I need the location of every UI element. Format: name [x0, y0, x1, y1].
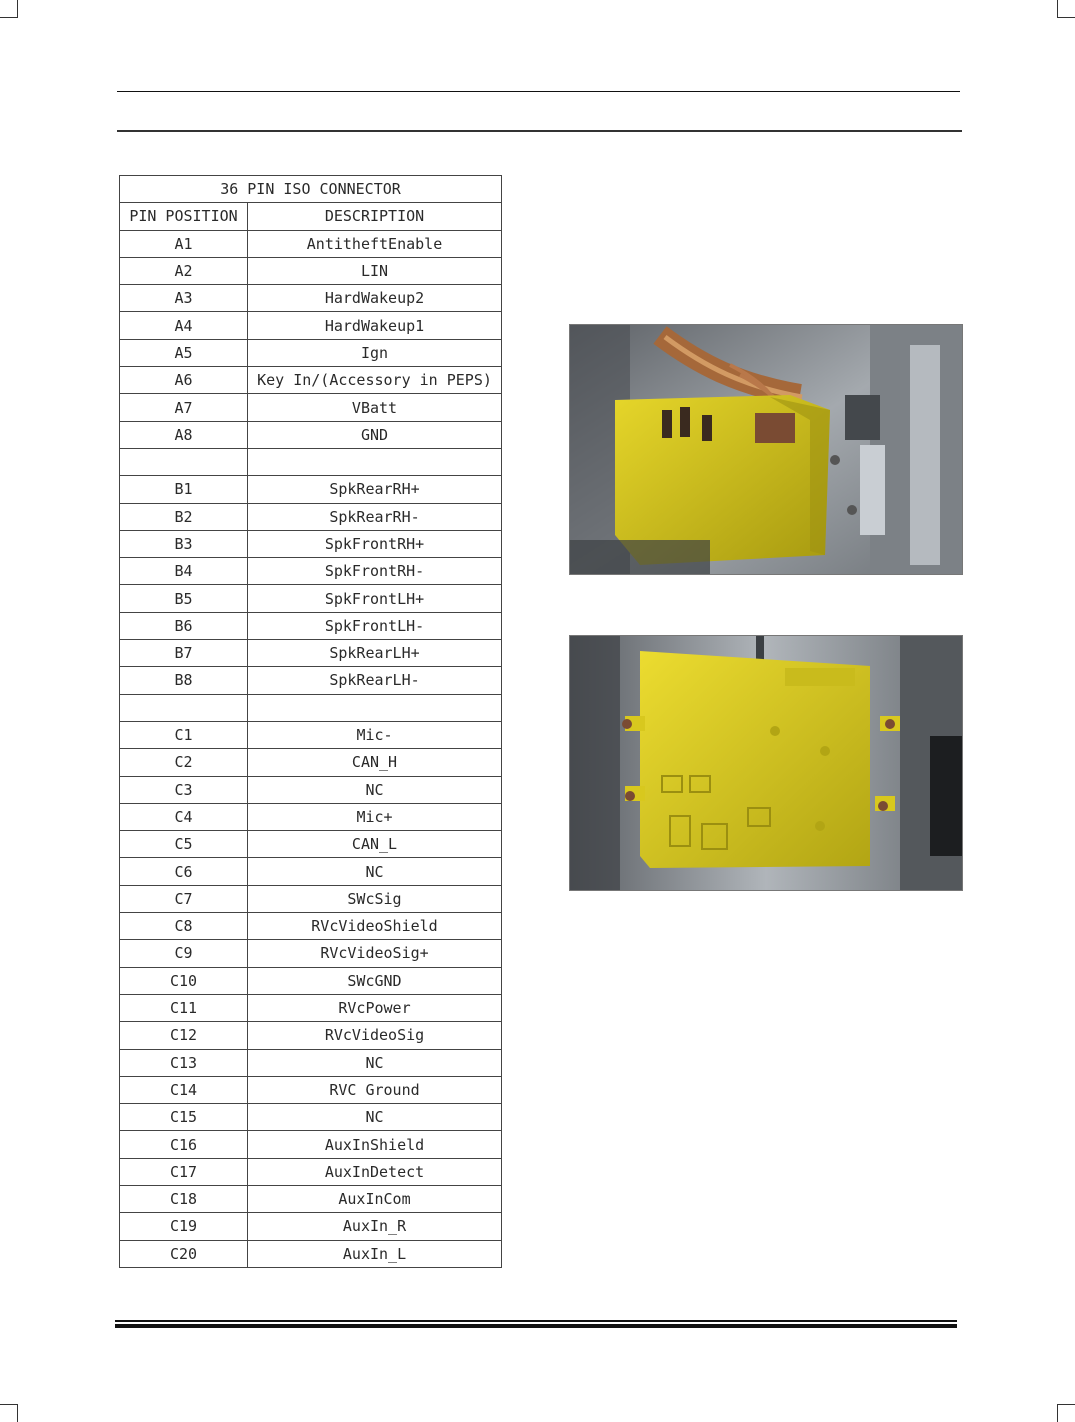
- pin-description-cell: Key In/(Accessory in PEPS): [248, 367, 502, 394]
- header-rule-upper: [117, 91, 960, 92]
- pin-description-cell: AuxIn_R: [248, 1213, 502, 1240]
- footer-rule-thick: [115, 1324, 957, 1328]
- table-row: [120, 312, 502, 339]
- connector-pin-table: [119, 175, 502, 1268]
- pin-position-cell: C19: [120, 1213, 248, 1240]
- table-row: [120, 967, 502, 994]
- table-row: [120, 367, 502, 394]
- table-row: [120, 230, 502, 257]
- pin-description-cell: SpkRearRH+: [248, 476, 502, 503]
- table-title-row: [120, 176, 502, 203]
- pin-description-cell: SpkFrontLH-: [248, 612, 502, 639]
- table-title: 36 PIN ISO CONNECTOR: [120, 176, 502, 203]
- pin-description-cell: [248, 694, 502, 721]
- pin-position-cell: B4: [120, 558, 248, 585]
- table-row: [120, 803, 502, 830]
- pin-description-cell: GND: [248, 421, 502, 448]
- pin-position-cell: C7: [120, 885, 248, 912]
- pin-position-cell: C9: [120, 940, 248, 967]
- pin-description-cell: [248, 448, 502, 475]
- table-row: [120, 612, 502, 639]
- pin-position-cell: C4: [120, 803, 248, 830]
- pin-position-cell: C20: [120, 1240, 248, 1267]
- pin-description-cell: Mic+: [248, 803, 502, 830]
- pin-position-cell: [120, 694, 248, 721]
- table-row: [120, 394, 502, 421]
- module-installed-with-harness-image: [569, 324, 963, 575]
- pin-description-cell: HardWakeup2: [248, 285, 502, 312]
- pin-position-cell: C3: [120, 776, 248, 803]
- pin-description-cell: Ign: [248, 339, 502, 366]
- pin-description-cell: SWcGND: [248, 967, 502, 994]
- table-row: [120, 503, 502, 530]
- table-header-row: [120, 203, 502, 230]
- table-row: [120, 1022, 502, 1049]
- pin-description-cell: AuxInCom: [248, 1185, 502, 1212]
- pin-position-cell: B6: [120, 612, 248, 639]
- table-row: [120, 667, 502, 694]
- pin-position-cell: C17: [120, 1158, 248, 1185]
- pin-description-cell: AuxInShield: [248, 1131, 502, 1158]
- pin-description-cell: AuxInDetect: [248, 1158, 502, 1185]
- pin-position-cell: A8: [120, 421, 248, 448]
- table-row: [120, 749, 502, 776]
- pin-description-cell: SpkFrontLH+: [248, 585, 502, 612]
- table-row: [120, 476, 502, 503]
- column-header-pin: PIN POSITION: [120, 203, 248, 230]
- pin-description-cell: CAN_L: [248, 831, 502, 858]
- pin-description-cell: SpkRearLH+: [248, 640, 502, 667]
- pin-position-cell: A4: [120, 312, 248, 339]
- table-row: [120, 339, 502, 366]
- pin-position-cell: C6: [120, 858, 248, 885]
- pin-position-cell: C15: [120, 1104, 248, 1131]
- pin-position-cell: C1: [120, 721, 248, 748]
- crop-mark-bottom-left: [0, 1404, 18, 1422]
- pin-description-cell: SpkFrontRH+: [248, 530, 502, 557]
- pin-position-cell: B7: [120, 640, 248, 667]
- pin-position-cell: [120, 448, 248, 475]
- table-row: [120, 640, 502, 667]
- crop-mark-bottom-right: [1057, 1404, 1075, 1422]
- pin-description-cell: AntitheftEnable: [248, 230, 502, 257]
- pin-position-cell: C16: [120, 1131, 248, 1158]
- table-row: [120, 776, 502, 803]
- header-rule-lower: [117, 130, 962, 132]
- crop-mark-top-right: [1057, 0, 1075, 18]
- pin-description-cell: RVcVideoSig+: [248, 940, 502, 967]
- table-row: [120, 585, 502, 612]
- table-row: [120, 1213, 502, 1240]
- pin-description-cell: SpkFrontRH-: [248, 558, 502, 585]
- table-row: [120, 858, 502, 885]
- pin-position-cell: A5: [120, 339, 248, 366]
- pin-position-cell: A6: [120, 367, 248, 394]
- pin-description-cell: Mic-: [248, 721, 502, 748]
- pin-description-cell: RVC Ground: [248, 1076, 502, 1103]
- pin-description-cell: AuxIn_L: [248, 1240, 502, 1267]
- pin-position-cell: C2: [120, 749, 248, 776]
- pin-position-cell: B8: [120, 667, 248, 694]
- table-row: [120, 558, 502, 585]
- pin-position-cell: C13: [120, 1049, 248, 1076]
- table-row: [120, 1158, 502, 1185]
- table-row: [120, 257, 502, 284]
- pin-position-cell: C8: [120, 913, 248, 940]
- module-rear-view-image: [569, 635, 963, 891]
- pin-position-cell: C5: [120, 831, 248, 858]
- pin-description-cell: NC: [248, 1049, 502, 1076]
- table-row: [120, 448, 502, 475]
- table-row: [120, 530, 502, 557]
- pin-position-cell: A3: [120, 285, 248, 312]
- table-row: [120, 1185, 502, 1212]
- pin-description-cell: RVcPower: [248, 994, 502, 1021]
- table-row: [120, 913, 502, 940]
- pin-position-cell: B2: [120, 503, 248, 530]
- pin-position-cell: B5: [120, 585, 248, 612]
- pin-position-cell: C10: [120, 967, 248, 994]
- pin-position-cell: A1: [120, 230, 248, 257]
- pin-description-cell: HardWakeup1: [248, 312, 502, 339]
- pin-position-cell: B3: [120, 530, 248, 557]
- table-row: [120, 885, 502, 912]
- pin-position-cell: A7: [120, 394, 248, 421]
- pin-description-cell: RVcVideoSig: [248, 1022, 502, 1049]
- table-row: [120, 1049, 502, 1076]
- table-row: [120, 994, 502, 1021]
- pin-description-cell: SpkRearLH-: [248, 667, 502, 694]
- pin-position-cell: C18: [120, 1185, 248, 1212]
- table-row: [120, 1240, 502, 1267]
- pin-description-cell: VBatt: [248, 394, 502, 421]
- pin-position-cell: C14: [120, 1076, 248, 1103]
- table-row: [120, 285, 502, 312]
- pin-description-cell: NC: [248, 776, 502, 803]
- pin-position-cell: B1: [120, 476, 248, 503]
- pin-description-cell: NC: [248, 858, 502, 885]
- table-row: [120, 1104, 502, 1131]
- pin-position-cell: C11: [120, 994, 248, 1021]
- column-header-description: DESCRIPTION: [248, 203, 502, 230]
- table-row: [120, 1131, 502, 1158]
- table-row: [120, 940, 502, 967]
- table-row: [120, 831, 502, 858]
- pin-position-cell: A2: [120, 257, 248, 284]
- pin-description-cell: NC: [248, 1104, 502, 1131]
- footer-rule-thin: [115, 1320, 957, 1322]
- pin-description-cell: SWcSig: [248, 885, 502, 912]
- pin-description-cell: RVcVideoShield: [248, 913, 502, 940]
- table-row: [120, 721, 502, 748]
- pin-position-cell: C12: [120, 1022, 248, 1049]
- table-row: [120, 694, 502, 721]
- pin-description-cell: LIN: [248, 257, 502, 284]
- pin-description-cell: CAN_H: [248, 749, 502, 776]
- table-row: [120, 421, 502, 448]
- pin-description-cell: SpkRearRH-: [248, 503, 502, 530]
- table-row: [120, 1076, 502, 1103]
- crop-mark-top-left: [0, 0, 18, 18]
